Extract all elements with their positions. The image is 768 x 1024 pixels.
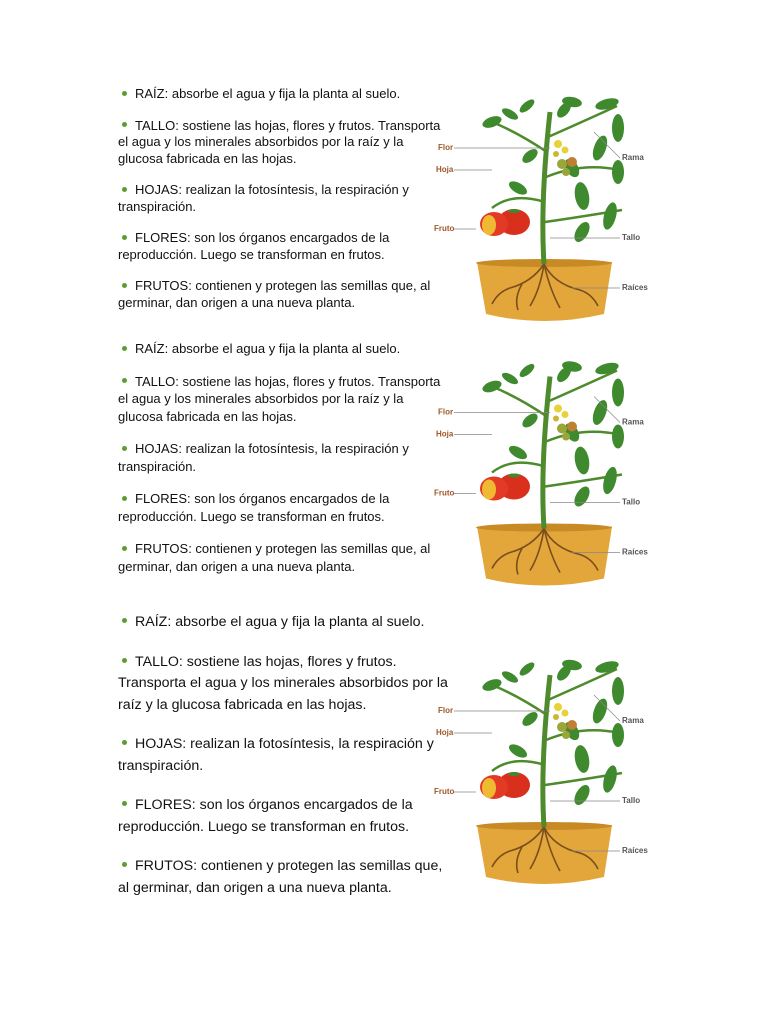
bullet-icon bbox=[122, 618, 127, 623]
label-fruto: Fruto bbox=[434, 224, 455, 233]
list-item-raiz: RAÍZ: absorbe el agua y fija la planta al suelo. bbox=[118, 340, 448, 358]
bullet-icon bbox=[122, 378, 127, 383]
label-flor: Flor bbox=[438, 407, 454, 417]
bullet-icon bbox=[122, 346, 127, 351]
label-flor: Flor bbox=[438, 706, 454, 715]
soil-pot bbox=[477, 527, 612, 586]
text-block-3 bbox=[118, 612, 448, 917]
label-raices: Raíces bbox=[622, 547, 648, 557]
list-item-tallo: TALLO: sostiene las hojas, flores y frutos. Transporta el agua y los minerales absorbidos por la raíz y la glucosa fabricada en las hojas. bbox=[118, 373, 441, 424]
label-rama: Rama bbox=[622, 716, 644, 725]
list-item-raiz: RAÍZ: absorbe el agua y fija la planta al suelo. bbox=[118, 612, 448, 634]
flower-icon bbox=[553, 140, 569, 157]
bullet-icon bbox=[122, 283, 127, 288]
list-item-hojas: HOJAS: realizan la fotosíntesis, la respiración y transpiración. bbox=[118, 441, 409, 474]
label-fruto: Fruto bbox=[434, 488, 455, 498]
plant-diagram-2 bbox=[432, 350, 657, 595]
soil-pot bbox=[477, 825, 612, 884]
list-item-frutos: FRUTOS: contienen y protegen las semillas que, al germinar, dan origen a una nueva planta. bbox=[118, 278, 431, 310]
plant-illustration bbox=[432, 626, 657, 916]
list-item-tallo: TALLO: sostiene las hojas, flores y frutos. Transporta el agua y los minerales absorbidos por la raíz y la glucosa fabricada en las hojas. bbox=[118, 117, 441, 166]
bullet-icon bbox=[122, 91, 127, 96]
tomato-icon bbox=[480, 209, 530, 236]
list-item-frutos: FRUTOS: contienen y protegen las semillas que, al germinar, dan origen a una nueva planta. bbox=[118, 858, 443, 896]
plant-illustration bbox=[432, 92, 657, 324]
tomato-icon bbox=[480, 474, 530, 501]
bullet-icon bbox=[122, 446, 127, 451]
list-item-flores: FLORES: son los órganos encargados de la reproducción. Luego se transforman en frutos. bbox=[118, 797, 413, 835]
plant-diagram-1 bbox=[432, 92, 657, 324]
tomato-icon bbox=[480, 772, 530, 799]
bullet-icon bbox=[122, 801, 127, 806]
label-flor: Flor bbox=[438, 143, 454, 152]
label-tallo: Tallo bbox=[622, 796, 641, 805]
bullet-icon bbox=[122, 122, 127, 127]
flower-icon bbox=[553, 703, 569, 720]
label-tallo: Tallo bbox=[622, 497, 641, 507]
label-hoja: Hoja bbox=[436, 728, 454, 737]
text-block-1 bbox=[118, 86, 448, 326]
bullet-icon bbox=[122, 187, 127, 192]
label-raices: Raíces bbox=[622, 283, 648, 292]
label-fruto: Fruto bbox=[434, 787, 455, 796]
bullet-icon bbox=[122, 546, 127, 551]
label-hoja: Hoja bbox=[436, 165, 454, 174]
label-hoja: Hoja bbox=[436, 429, 454, 439]
label-rama: Rama bbox=[622, 417, 644, 427]
list-item-hojas: HOJAS: realizan la fotosíntesis, la respiración y transpiración. bbox=[118, 182, 409, 214]
list-item-raiz: RAÍZ: absorbe el agua y fija la planta al suelo. bbox=[118, 86, 448, 103]
flower-icon bbox=[553, 405, 569, 422]
bullet-icon bbox=[122, 496, 127, 501]
label-raices: Raíces bbox=[622, 846, 648, 855]
text-block-2 bbox=[118, 340, 448, 590]
list-item-flores: FLORES: son los órganos encargados de la reproducción. Luego se transforman en frutos. bbox=[118, 491, 390, 524]
list-item-tallo: TALLO: sostiene las hojas, flores y frutos. Transporta el agua y los minerales absorbidos por la raíz y la glucosa fabricada en las hojas. bbox=[118, 653, 448, 713]
label-tallo: Tallo bbox=[622, 233, 641, 242]
plant-illustration bbox=[432, 350, 657, 595]
bullet-icon bbox=[122, 740, 127, 745]
label-rama: Rama bbox=[622, 153, 644, 162]
plant-diagram-3 bbox=[432, 626, 657, 916]
list-item-flores: FLORES: son los órganos encargados de la reproducción. Luego se transforman en frutos. bbox=[118, 230, 390, 262]
list-item-hojas: HOJAS: realizan la fotosíntesis, la respiración y transpiración. bbox=[118, 736, 434, 774]
soil-pot bbox=[477, 262, 612, 321]
bullet-icon bbox=[122, 658, 127, 663]
bullet-icon bbox=[122, 235, 127, 240]
list-item-frutos: FRUTOS: contienen y protegen las semillas que, al germinar, dan origen a una nueva planta. bbox=[118, 541, 431, 574]
bullet-icon bbox=[122, 862, 127, 867]
